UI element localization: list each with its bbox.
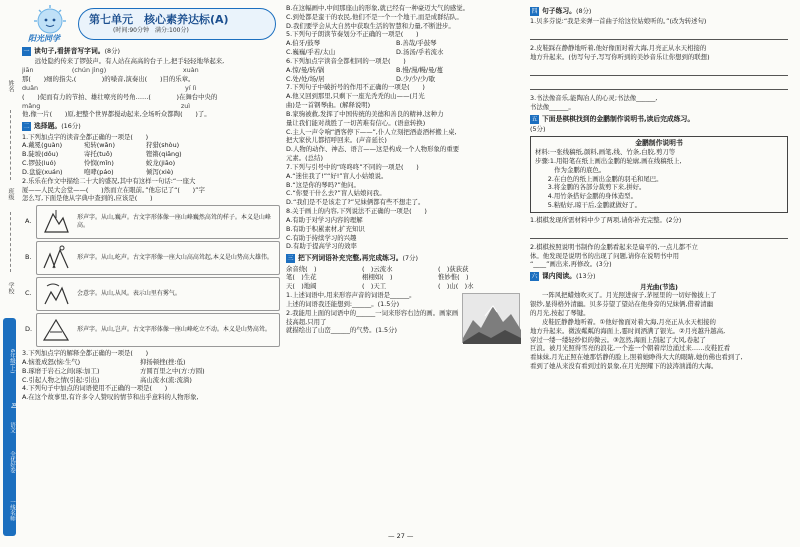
section-points: (7分) [402,254,418,263]
text-line: ( )促而有力的节拍、雄壮嘹亮的号角……( )在舞台中央的 [22,92,218,101]
tab-segment: 全优好卷 [9,451,15,473]
option-row [286,39,524,48]
text-line: 远处隐约传来了锣鼓声。有人站在高高的台子上,把手轻轻地举起来, [22,57,225,66]
section-points: (16分) [61,122,81,131]
subquestion-1: 1.上述词语中,用来形容声音的词语是______。 [286,291,416,300]
manual-title: 金鹏制作说明书 [635,138,683,147]
option: 铿锵(qiāng) [146,150,182,159]
section-points: (8分) [575,7,592,16]
section-title: 下面是棋棋找到的金鹏制作说明书,读后完成练习。 [542,114,695,123]
passage-line: 一阵风把蜡烛吹灭了。月光照进窗子,茅屋里的一切好像披上了 [542,291,717,300]
answer-line[interactable] [530,78,788,90]
passage-line: 地方升起来。微波粼粼的海面上,霎时间洒满了银光。②月亮越升越高, [530,326,726,335]
option-line: 曲)是一首钢琴曲。(解释说明) [286,101,371,110]
option: A.戴冕(guàn) [22,141,63,150]
option-line: D.“我们是不是该走了?”兄妹俩都有些不想走了。 [286,198,425,207]
column-middle [286,0,524,547]
passage-line: 皮鞋匠静静地听着。①他好像面对着大海,月亮正从水天相接的 [542,317,716,326]
section-6-header [530,272,788,281]
pinyin-line: jiān (chún jìng) xuàn [22,66,199,75]
option: 咆哮(páo) [84,167,114,176]
question-7: 7.下列句子中破折号的作用不正确的一项是( ) [286,83,425,92]
word-row [286,282,524,291]
section-2-header [22,122,280,131]
column-left [22,0,280,547]
question-4: 4.下列句子中加点的词语使用不正确的一项是( ) [22,384,168,393]
subquestion-3: 3.书法像音乐,能陶冶人的心灵;书法像______, [530,93,658,102]
option-line: C.“你要干什么去?”盲人姑娘问我。 [286,189,386,198]
option-row: A.在这个故事里,有许多令人赞叹的情节和出乎意料的人物形象, [22,393,199,402]
picture-option-d[interactable] [25,313,280,347]
option: B.慢/漫/幔/曼/蔓 [396,65,443,74]
option: B.陡坡(dǒu) [22,150,59,159]
option-row [286,48,524,57]
section-1-body [22,57,280,119]
text-line: 那( )细的指尖,( )的嗓音,演奏出( )目的乐章。 [22,75,195,84]
question-8: 8.关于画上的内容,下列说法不正确的一项是( ) [286,207,427,216]
section-title: 句子练习。 [542,7,576,15]
option: C.巍巍/乎若/太山 [286,48,336,57]
word: 惟妙惟( ) [438,273,469,282]
option-text: 形声字。从山,岂声。古文字形体像一座山峰屹立不动。本义是山势高耸。 [77,325,271,333]
option-row [22,358,280,367]
manual-line: 5.粘贴好,晾干后,金鹏就做好了。 [535,201,642,210]
subquestion-2: “____”画出来,再修改。(3分) [530,260,612,269]
tab-segment: 语文 [9,421,15,433]
passage-line: 看到了她从来没有看到过的景象,在月光照耀下的波涛汹涌的大海。 [530,362,718,371]
word: ( )山( )水 [438,282,474,291]
word: 笔( )生花 [286,273,317,282]
subquestion-2: 2.我能用上面的词语中的______一词来形容右边的画。画家画技高超,只用了 [286,308,459,326]
option-line: 量让我们能对战胜了一切苦难有信心。(语意转换) [286,118,426,127]
option-row [22,376,280,385]
school-label: 学校 [7,282,14,294]
option: 狩猎(shòu) [146,141,180,150]
column-right [530,0,788,547]
option-row: D.我们要学会从大自然中获取生活的智慧和力量,不断进步。 [286,21,455,30]
word: 余音绕( ) [286,264,317,273]
option-line: 元素。(总结) [286,154,323,163]
section-title: 读句子,看拼音写字词。 [34,47,105,55]
page-subtitle: (时间:90分钟 满分:100分) [113,27,189,34]
option-row [22,168,280,177]
option: D.少/少/少/歇 [396,74,435,83]
section-number: 一 [23,48,30,56]
passage-title: 月光曲(节选) [640,282,678,291]
tab-segment: 6年级(上) [9,348,15,374]
picture-option-a[interactable] [25,205,280,239]
option-line: 7.下列与引号中的“咚咚咚”不同的一项是( ) [286,162,419,171]
word: 天( )地阔 [286,282,317,291]
section-number: 六 [531,273,538,281]
option-letter: A. [25,217,32,226]
option: C.锣鼓(luó) [22,159,56,168]
section-title: 课内阅读。 [542,272,576,281]
option: D.汤汤/乎若流水 [396,48,444,57]
pinyin-line: mǎng zuì [22,101,191,110]
answer-line[interactable] [530,28,788,40]
option: 方圆百里之中(方:方圆) [140,366,205,375]
option: B.善哉/乎鼓琴 [396,39,437,48]
question-5: 5.下列句子朗读节奏划分不正确的一项是( ) [286,30,419,39]
manual-line: 4.用竹条搭好金鹏的身体造型。 [535,192,637,201]
option: 高山流水(流:流淌) [140,375,192,384]
option-row: C.到处都是蛮干的农民,他们不是一个一个地干,而是成群结队。 [286,12,463,21]
tab-segment: RJ [10,403,16,409]
option: 怜悯(mǐn) [84,159,114,168]
option: C.引起人物之情(引起:引出) [22,375,100,384]
manual-line: 作为金鹏的底色。 [535,165,606,174]
side-margin [0,0,20,547]
series-tab [3,318,16,536]
unit-banner [78,8,276,40]
pinyin-line: duǎn yí lì [22,83,197,92]
word-row [286,265,524,274]
section-number: 三 [287,255,294,263]
page-number: — 27 — [388,532,414,540]
option: A.惊/曼/转/锅 [286,65,325,74]
subquestion-2: 2.棋棋按照说明书制作的金鹏看起来是扁平的,一点儿都不立 [530,242,698,251]
section-title: 把下列词语补充完整,再完成练习。 [298,254,403,263]
option: 蛟龙(jiāo) [146,159,176,168]
question-6: 6.下列加点字读音全都相同的一项是( ) [286,56,406,65]
option-row [22,367,280,376]
option-row [22,141,280,150]
section-3-header [286,254,524,263]
option-row [22,159,280,168]
option: 宛转(wǎn) [84,141,115,150]
section-number: 五 [531,115,538,123]
option-text: 形声字。从山,屹声。古文字形像一座大山高高耸起,本义是山势高大雄伟。 [77,253,273,261]
section-number: 四 [531,8,538,16]
option-line: 把大家伙儿都招呼回来。(声音延长) [286,136,387,145]
section-number: 二 [23,123,30,131]
answer-line[interactable] [530,64,788,76]
ancient-glyph-icon [41,208,71,236]
question-2: 厦——人民大会堂——( )然而立在眼前。”他忘记了“( )”字 [22,185,205,194]
tab-segment: 一线名师 [9,499,15,521]
subquestion-2: 地方升起来。(仿写句子,写写你听到的美妙音乐让你想到的联想) [530,53,710,62]
option-letter: B. [25,253,32,262]
landscape-painting [462,293,520,343]
option-line: D.人物的动作、神态、语言——这是构成一个人物形象的重要 [286,145,460,154]
word: 栩栩如( ) [362,273,393,282]
option-row [22,150,280,159]
word-row [286,273,524,282]
sun-logo [26,4,74,46]
header [22,0,280,44]
option-text: 形声字。从山,巍声。古文字形体像一座山峰巍然高耸的样子。本义是山峰高。 [77,213,271,230]
option-line: C.主人一声令响“酒客停下——”,仆人立刻把酒壶酒杯搬上桌, [286,127,457,136]
passage-line: 的月光,按起了琴键。 [530,309,590,318]
option-line: D.有助于提高学习的效率 [286,242,357,251]
option-text: 会意字。从山,从风。表示山里有雾气。 [77,289,181,297]
section-1-header [22,47,280,56]
option-line: B.“这是你的琴吗?”他问。 [286,180,360,189]
section-points: (5分) [530,124,546,133]
text-line: 他,像一片( )原,把整个世界都搅动起来,全场听众都陶( )了。 [22,110,211,119]
option: D.盘旋(xuán) [22,167,63,176]
option-line: B.家驹被救,发挥了中国传统的美德和善良的精神,这种力 [286,109,444,118]
subquestion-2: 体。他发现是说明书的出现了问题,请你在说明书中用 [530,251,680,260]
answer-line[interactable] [530,227,788,239]
option-line: A.有助于对学习内容的理解 [286,215,363,224]
class-label: 班级 [7,188,14,200]
page-title: 第七单元 核心素养达标(A) [89,13,229,26]
name-line [10,110,11,180]
option: 抑扬顿挫(挫:低) [140,358,186,366]
question-2: 怎么写,下面是他从字典中查到的,应该是( ) [22,194,153,203]
option: A.伯牙/鼓琴 [286,39,321,48]
section-points: (13分) [575,272,596,281]
section-title: 选择题。 [34,122,62,131]
option-row [286,75,524,84]
manual-line: 2.在白色的纸上画出金鹏的羽毛和尾巴。 [535,174,663,183]
logo-text: 阳光同学 [28,34,60,43]
option: A.恼羞成怒(恼:生气) [22,358,81,366]
question-2: 2.乐乐在作文中描绘二十大的盛况,其中有这样一句话:“一座大 [22,176,196,185]
word: ( )天工 [362,282,387,291]
section-5-header [530,115,788,124]
picture-option-c[interactable] [25,277,280,311]
ancient-glyph-icon [41,280,71,308]
option-line: A.他又回到那里,只剩下一座光秃秃的山——(月光 [286,92,425,101]
option-line: C.有助于持续学习的兴趣 [286,233,357,242]
subquestion-3: 书法像______。 [530,102,575,111]
subquestion-2: 2.皮鞋踩在静静地听着,他好像面对着大海,月亮正从水天相接的 [530,44,707,53]
question-3: 3.下列加点字的解释全都正确的一项是( ) [22,349,149,358]
passage-line: 银纱,显得格外清幽。贝多芬望了望站在他身旁的兄妹俩,借着清幽 [530,300,713,309]
passage-line: 穿过一缕一缕轻纱似的微云。③忽然,海面上刮起了大风,卷起了 [530,335,706,344]
option-row: B.在这幅画中,中间那座山的形象,就已经有一种豪迈大气的感觉。 [286,4,470,12]
subquestion-2b: 就描绘出了山峦______的气势。(1.5分) [286,326,398,335]
option: 倾泻(xiè) [146,167,174,176]
manual-line: 材料:一张线稿纸,颜料,画笔,线、竹条,白胶,剪刀等 [535,148,676,157]
word: ( )云流水 [362,264,393,273]
option: B.琢磨于岩石之间(琢:加工) [22,366,100,375]
manual-line: 步骤:1.用铅笔在纸上画出金鹏的轮廓,画在线稿纸上, [535,156,682,165]
option-letter: D. [25,325,33,334]
option-letter: C. [25,289,32,298]
option-line: A.“迷住我了!”“好!”盲人小姑娘说。 [286,171,388,180]
ancient-glyph-icon [41,316,71,344]
option-line: B.有助于积累素材,扩充知识 [286,224,365,233]
instruction-manual [530,136,788,213]
section-points: (8分) [104,47,121,56]
subquestion-1b: 上述的词语我还能想到:______。(1.5分) [286,299,400,308]
option-row [286,66,524,75]
option: 寄托(tuō) [84,150,113,159]
ancient-glyph-icon [41,244,71,272]
subquestion-1: 1.贝多芬说:“我是来弹一首曲子给这位姑娘听的。”(改为转述句) [530,17,707,26]
name-label: 姓名 [7,80,14,92]
option: C.处/处/场/居 [286,74,325,83]
word: ( )荻荻荻 [438,264,469,273]
section-4-header [530,7,788,16]
manual-line: 3.将金鹏的各部分裁剪下来,拼好。 [535,183,646,192]
passage-line: 看妹妹,月光正照在她那恬静的脸上,照着她睁得大大的眼睛,她仿佛也看到了, [530,353,743,362]
question-1: 1.下列加点字的读音全都正确的一项是( ) [22,132,149,141]
subquestion-1: 1.棋棋发现所需材料中少了两项,请你补充完整。(2分) [530,215,682,224]
picture-option-b[interactable] [25,241,280,275]
mountain-painting-icon [463,294,521,344]
class-line [10,212,11,272]
passage-line: 巨浪。被月光照得雪亮的浪花,一个连一个朝着岸边涌过来……皮鞋匠看 [530,344,731,353]
